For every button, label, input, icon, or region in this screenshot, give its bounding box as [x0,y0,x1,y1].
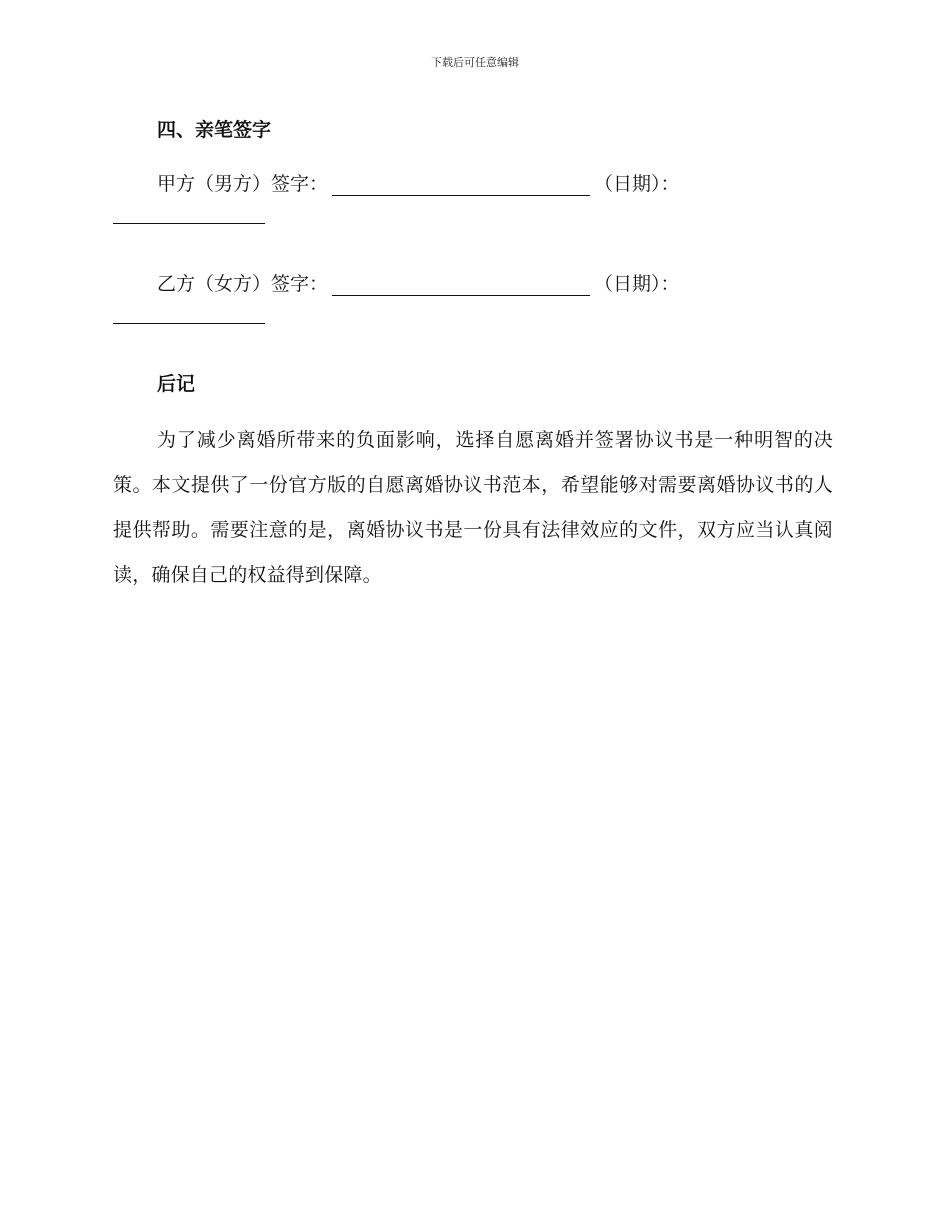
party-b-label: 乙方（女方）签字： [157,273,329,295]
party-b-signature-line [113,264,833,304]
party-a-label: 甲方（男方）签字： [157,173,329,195]
party-a-date-row [113,204,833,264]
party-a-signature-field[interactable] [332,173,590,196]
party-a-date-field[interactable] [113,222,265,224]
party-b-date-label: （日期）： [594,273,680,295]
document-body [113,110,833,598]
page-header-note: 下载后可任意编辑 [431,56,519,69]
section-heading-signature: 四、亲笔签字 [157,119,272,141]
party-b-date-row [113,304,833,364]
party-b-signature-field[interactable] [332,273,590,296]
section-heading-postscript: 后记 [157,373,196,395]
party-b-date-field[interactable] [113,322,265,324]
party-a-date-label: （日期）： [594,173,680,195]
party-a-signature-line [113,164,833,204]
postscript-paragraph: 为了减少离婚所带来的负面影响，选择自愿离婚并签署协议书是一种明智的决策。本文提供了一份官方版的自愿离婚协议书范本，希望能够对需要离婚协议书的人提供帮助。需要注意的是，离婚协议书是一份具有法律效应的文件，双方应当认真阅读，确保自己的权益得到保障。 [113,429,833,586]
